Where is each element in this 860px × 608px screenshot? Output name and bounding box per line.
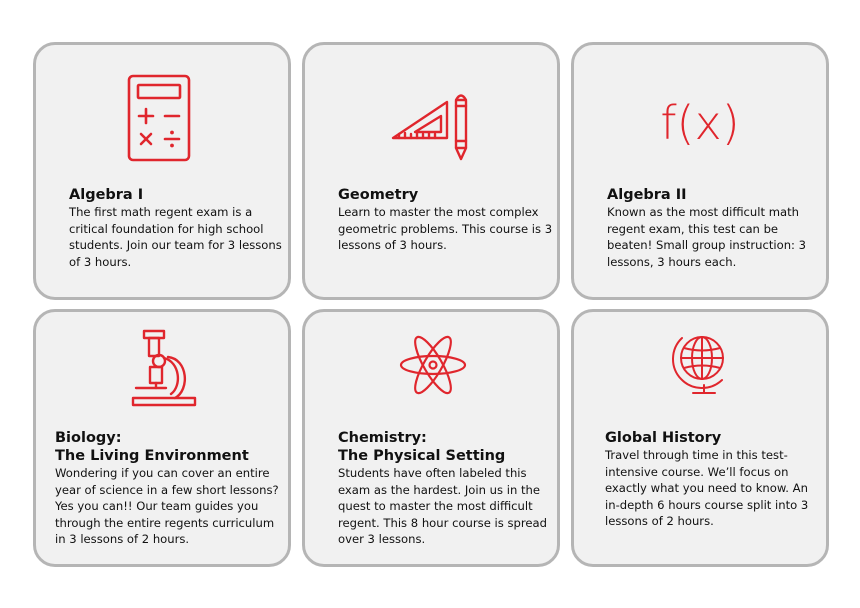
function-icon <box>660 87 740 157</box>
calculator-icon <box>126 73 192 163</box>
course-description: Wondering if you can cover an entire year of science in a few short lessons? Yes you can!! Our team guides you through the entire regents curriculum in 3 lessons of 2 hours. <box>55 466 279 547</box>
course-card-text <box>69 186 284 270</box>
course-title: Algebra I <box>69 187 144 203</box>
course-card-geometry <box>302 42 560 300</box>
course-title-line-2: The Living Environment <box>55 448 249 464</box>
course-title <box>55 429 287 465</box>
course-card-text <box>338 186 553 254</box>
globe-icon <box>674 330 734 402</box>
course-card-chemistry <box>302 309 560 567</box>
microscope-icon <box>130 328 200 408</box>
course-description: Students have often labeled this exam as the hardest. Join us in the quest to master the most difficult regent. This 8 hour course is spread over 3 lessons. <box>338 466 547 547</box>
course-title: Geometry <box>338 187 419 203</box>
course-card-algebra-1 <box>33 42 291 300</box>
course-description: Travel through time in this test-intensive course. We’ll focus on exactly what you need to know. An in-depth 6 hours course split into 3 lessons of 2 hours. <box>605 448 809 529</box>
atom-icon <box>398 334 468 394</box>
course-title: Global History <box>605 430 722 446</box>
course-title-line-2: The Physical Setting <box>338 448 506 464</box>
geometry-set-icon <box>389 90 479 162</box>
course-description: Learn to master the most complex geometric problems. This course is 3 lessons of 3 hours. <box>338 205 553 253</box>
course-title: Algebra II <box>607 187 687 203</box>
course-card-text <box>605 429 823 530</box>
course-title-line-1: Chemistry: <box>338 430 427 446</box>
course-card-global-history <box>571 309 829 567</box>
course-card-text <box>55 429 287 548</box>
course-title-line-1: Biology: <box>55 430 122 446</box>
course-title <box>338 429 556 465</box>
course-card-biology <box>33 309 291 567</box>
course-description: Known as the most difficult math regent exam, this test can be beaten! Small group instruction: 3 lessons, 3 hours each. <box>607 205 807 269</box>
function-icon-label: f(x) <box>660 96 740 150</box>
course-card-text <box>338 429 556 548</box>
course-card-algebra-2 <box>571 42 829 300</box>
course-card-text <box>607 186 822 270</box>
course-description: The first math regent exam is a critical foundation for high school students. Join our team for 3 lessons of 3 hours. <box>69 205 282 269</box>
